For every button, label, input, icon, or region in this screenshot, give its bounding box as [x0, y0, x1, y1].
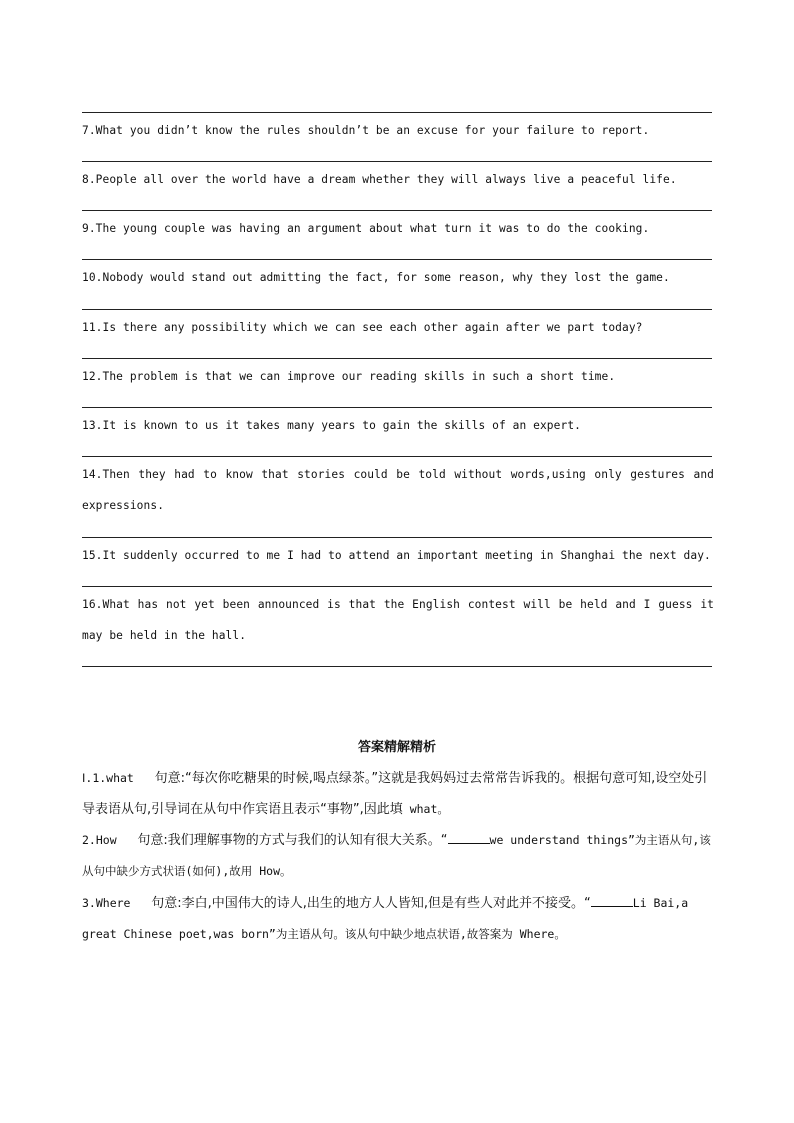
question-9: 9.The young couple was having an argument about what turn it was to do the cooking. [82, 222, 650, 235]
answer-number: 3.Where [82, 896, 131, 910]
answer-number: 2.How [82, 833, 117, 847]
answer-line [82, 112, 712, 113]
answer-line [82, 537, 712, 538]
answer-explanation: 句意:“每次你吃糖果的时候,喝点绿茶。”这就是我妈妈过去常常告诉我的。根据句意可知,设空处引导表语从句,引导词在从句中作宾语且表示“事物”,因此填 [82, 771, 708, 817]
answer-number: Ⅰ.1.what [82, 771, 134, 785]
answers-title: 答案精解精析 [357, 740, 436, 755]
answer-line [82, 586, 712, 587]
question-15: 15.It suddenly occurred to me I had to attend an important meeting in Shanghai the next day. [82, 549, 711, 562]
answer-line [82, 358, 712, 359]
question-14: 14.Then they had to know that stories could be told without words,using only gestures and expressions. [82, 468, 714, 512]
answer-line [82, 309, 712, 310]
question-12: 12.The problem is that we can improve our reading skills in such a short time. [82, 370, 616, 383]
question-7: 7.What you didn’t know the rules shouldn’t be an excuse for your failure to report. [82, 124, 650, 137]
answer-word: what。 [409, 802, 449, 816]
question-10: 10.Nobody would stand out admitting the fact, for some reason, why they lost the game. [82, 271, 670, 284]
question-11: 11.Is there any possibility which we can see each other again after we part today? [82, 321, 643, 334]
answer-2 [82, 825, 714, 887]
question-8: 8.People all over the world have a dream whether they will always live a peaceful life. [82, 173, 677, 186]
answer-line [82, 210, 712, 211]
answer-explanation: 句意:我们理解事物的方式与我们的认知有很大关系。“ [137, 833, 448, 848]
blank-line [448, 832, 490, 844]
answer-3 [82, 888, 714, 950]
answer-line [82, 407, 712, 408]
question-16: 16.What has not yet been announced is that the English contest will be held and I guess it may be held in the hall. [82, 598, 714, 642]
answer-line [82, 666, 712, 667]
question-13: 13.It is known to us it takes many years to gain the skills of an expert. [82, 419, 581, 432]
answer-clause: we understand things”为主语从句,该从句中缺少方式状语(如何),故用 [82, 833, 711, 878]
answer-explanation: 句意:李白,中国伟大的诗人,出生的地方人人皆知,但是有些人对此并不接受。“ [151, 896, 591, 911]
blank-line [591, 895, 633, 907]
answer-word: Where。 [519, 927, 566, 941]
answer-line [82, 456, 712, 457]
answer-clause: Li Bai,a great Chinese poet,was born”为主语从句。该从句中缺少地点状语,故答案为 [82, 896, 689, 941]
answer-line [82, 161, 712, 162]
answer-line [82, 259, 712, 260]
answer-1 [82, 763, 714, 825]
answer-word: How。 [259, 864, 292, 878]
